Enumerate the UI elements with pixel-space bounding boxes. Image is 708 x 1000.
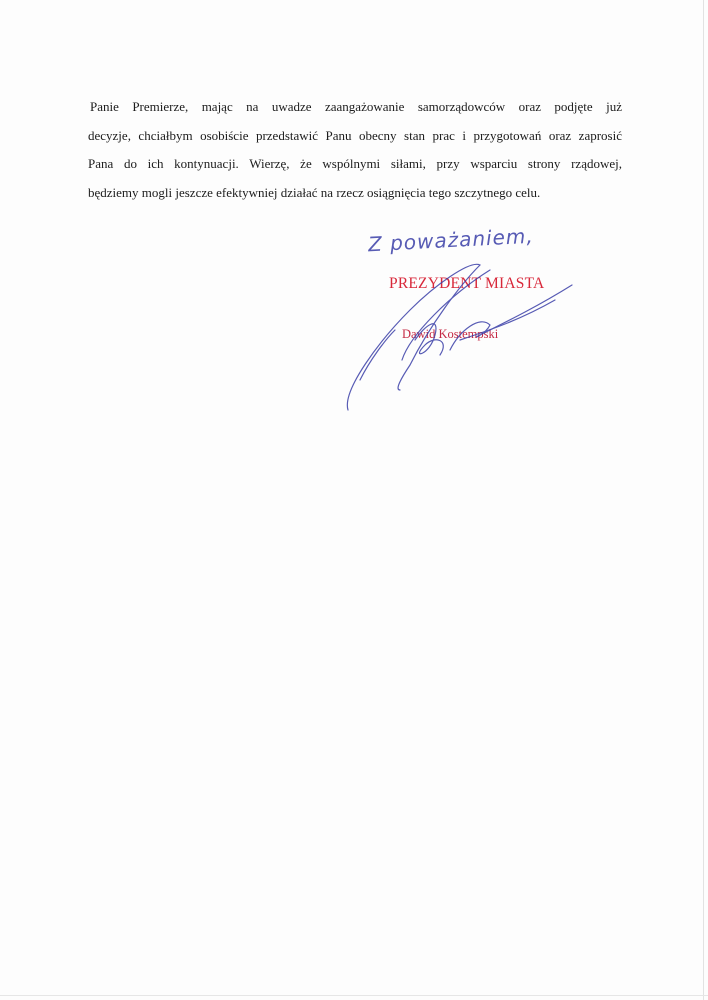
scan-edge — [703, 0, 704, 1000]
paragraph-line: decyzje, chciałbym osobiście przedstawić Panu obecny stan prac i przygotowań oraz zaprosić — [88, 127, 622, 143]
letter-paragraph — [88, 93, 622, 207]
paragraph-line: Pana do ich kontynuacji. Wierzę, że wspólnymi siłami, przy wsparciu strony rządowej, — [88, 156, 622, 171]
paragraph-line: Panie Premierze, mając na uwadze zaangażowanie samorządowców oraz podjęte już — [90, 99, 622, 114]
stamp-name: Dawid Kostempski — [402, 327, 499, 341]
stamp-title: PREZYDENT MIASTA — [389, 275, 545, 292]
paragraph-line: będziemy mogli jeszcze efektywniej działać na rzecz osiągnięcia tego szczytnego celu. — [88, 184, 541, 200]
closing-greeting: Z poważaniem, — [367, 223, 535, 257]
handwritten-signature — [340, 240, 600, 420]
scan-edge — [0, 995, 708, 996]
